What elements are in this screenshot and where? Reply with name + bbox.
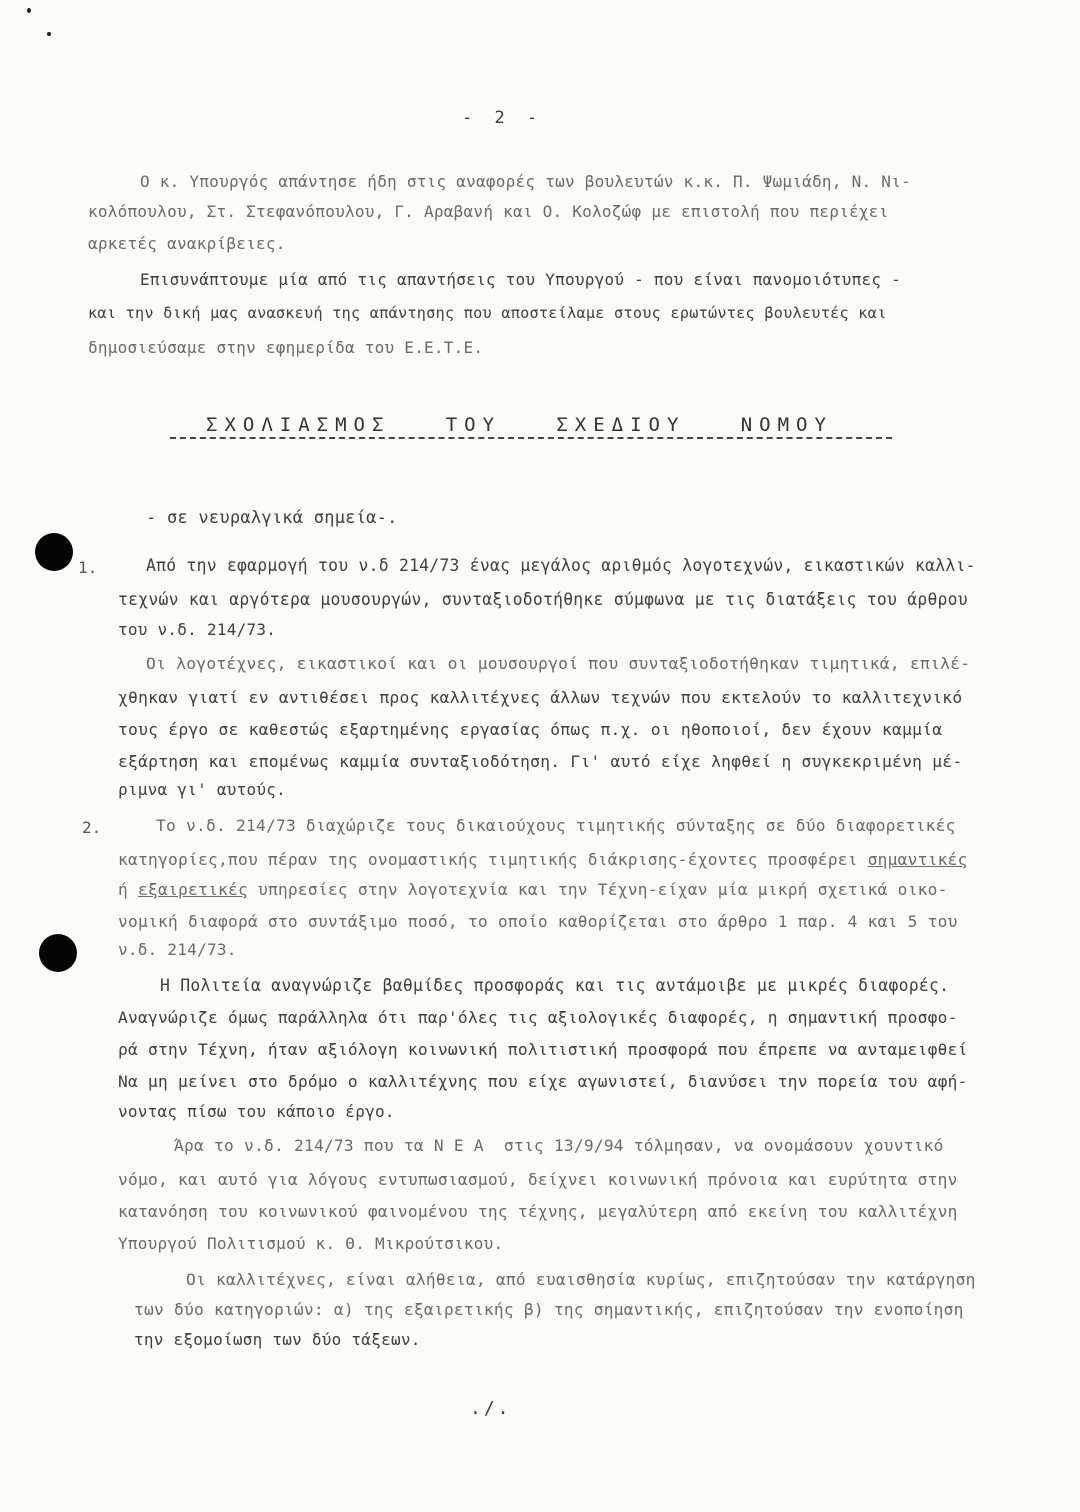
section2-line: Υπουργού Πολιτισμού κ. Θ. Μικρούτσικου. [118,1234,504,1253]
intro-line: αρκετές ανακρίβειες. [88,234,286,253]
section-heading: ΣΧΟΛΙΑΣΜΟΣ ΤΟΥ ΣΧΕΔΙΟΥ ΝΟΜΟΥ [206,414,833,436]
section1-line: τεχνών και αργότερα μουσουργών, συνταξιοδοτήθηκε σύμφωνα με τις διατάξεις του άρθρου [118,590,968,609]
intro-line: και την δική μας ανασκευή της απάντησης που αποστείλαμε στους ερωτώντες βουλευτές και [88,304,887,322]
heading-underline [170,437,892,439]
scan-speck [47,32,51,36]
section2-text: υπηρεσίες στην λογοτεχνία και την Τέχνη-είχαν μία μικρή σχετικά οικο- [247,880,948,899]
section1-line: εξάρτηση και επομένως καμμία συνταξιοδότηση. Γι' αυτό είχε ληφθεί η συγκεκριμένη μέ- [118,752,963,771]
section2-line: νομική διαφορά στο συντάξιμο ποσό, το οποίο καθορίζεται στο άρθρο 1 παρ. 4 και 5 του [118,912,958,931]
underlined-term: σημαντικές [867,850,968,869]
section2-text: ή [118,880,138,899]
section1-line: τους έργο σε καθεστώς εξαρτημένης εργασίας όπως π.χ. οι ηθοποιοί, δεν έχουν καμμία [118,720,943,739]
section2-line: ν.δ. 214/73. [118,940,237,959]
section2-line [118,882,948,898]
section2-line: Το ν.δ. 214/73 διαχώριζε τους δικαιούχους τιμητικής σύνταξης σε δύο διαφορετικές [156,816,956,835]
punch-hole-top [35,533,73,571]
section-number: 2. [82,818,102,837]
section2-line: Οι καλλιτέχνες, είναι αλήθεια, από ευαισθησία κυρίως, επιζητούσαν την κατάργηση [186,1270,976,1289]
section1-line: Οι λογοτέχνες, εικαστικοί και οι μουσουργοί που συνταξιοδοτήθηκαν τιμητικά, επιλέ- [146,654,971,673]
section1-line: Από την εφαρμογή του ν.δ 214/73 ένας μεγάλος αριθμός λογοτεχνών, εικαστικών καλλι- [146,556,976,575]
section1-line: ριμνα γι' αυτούς. [118,780,287,799]
section2-line: νοντας πίσω του κάποιο έργο. [118,1102,395,1121]
section2-line: νόμο, και αυτό για λόγους εντυπωσιασμού, δείχνει κοινωνική πρόνοια και ευρύτητα στην [118,1170,958,1189]
intro-line: δημοσιεύσαμε στην εφημερίδα του Ε.Ε.Τ.Ε. [88,338,484,357]
section2-line: Άρα το ν.δ. 214/73 που τα Ν Ε Α στις 13/9/94 τόλμησαν, να ονομάσουν χουντικό [174,1136,944,1155]
section2-line [118,852,968,868]
underlined-term: εξαιρετικές [138,880,248,899]
section2-line: των δύο κατηγοριών: α) της εξαιρετικής β) της σημαντικής, επιζητούσαν την ενοποίηση [134,1300,964,1319]
page-number: - 2 - [462,108,544,128]
punch-hole-bottom [39,934,77,972]
end-mark: ./. [470,1398,512,1419]
section2-line: ρά στην Τέχνη, ήταν αξιόλογη κοινωνική πολιτιστική προσφορά που έπρεπε να ανταμειφθεί [118,1040,968,1059]
subheading: - σε νευραλγικά σημεία-. [146,508,398,528]
section2-line: Να μη μείνει στο δρόμο ο καλλιτέχνης που είχε αγωνιστεί, διανύσει την πορεία του αφή- [118,1072,968,1091]
section2-text: κατηγορίες,που πέραν της ονομαστικής τιμητικής διάκρισης-έχοντες προσφέρει [118,850,868,869]
section2-line: κατανόηση του κοινωνικού φαινομένου της τέχνης, μεγαλύτερη από εκείνη του καλλιτέχνη [118,1202,958,1221]
section1-line: χθηκαν γιατί εν αντιθέσει προς καλλιτέχνες άλλων τεχνών που εκτελούν το καλλιτεχνικό [118,688,963,707]
section2-line: Αναγνώριζε όμως παράλληλα ότι παρ'όλες τις αξιολογικές διαφορές, η σημαντική προσφο- [118,1008,958,1027]
section2-line: Η Πολιτεία αναγνώριζε βαθμίδες προσφοράς και τις αντάμοιβε με μικρές διαφορές. [160,976,950,995]
intro-line: Επισυνάπτουμε μία από τις απαντήσεις του Υπουργού - που είναι πανομοιότυπες - [140,270,901,289]
section-number: 1. [78,558,98,577]
section1-line: του ν.δ. 214/73. [118,620,277,639]
section2-line: την εξομοίωση των δύο τάξεων. [134,1330,421,1349]
intro-line: Ο κ. Υπουργός απάντησε ήδη στις αναφορές των βουλευτών κ.κ. Π. Ψωμιάδη, Ν. Νι- [140,172,911,191]
intro-line: κολόπουλου, Στ. Στεφανόπουλου, Γ. Αραβανή και Ο. Κολοζώφ με επιστολή που περιέχει [88,202,889,221]
scan-speck [27,8,31,13]
